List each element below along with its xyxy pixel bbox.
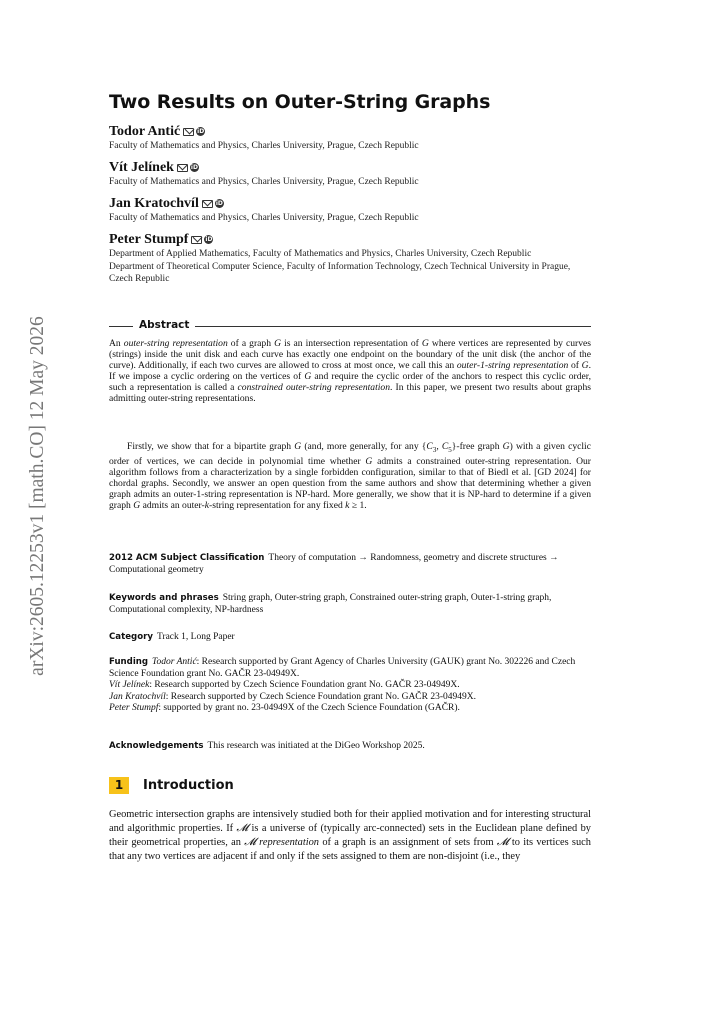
ack-label: Acknowledgements xyxy=(109,741,204,751)
funding: Funding Todor Antić: Research supported by Grant Agency of Charles University (GAUK) grant No. 302226 and Czech Science Foundation grant No. GAČR 23-04949X. Vít Jelínek: Research supported by Czech Science Foundation grant No. GAČR 23-04949X. Jan Kratochvíl: Research supported by Czech Science Foundation grant No. GAČR 23-04949X. Peter Stumpf: supported by grant no. 23-04949X of the Czech Science Foundation (GAČR). xyxy=(109,657,576,714)
arxiv-watermark xyxy=(18,280,58,712)
orcid-icon[interactable]: iD xyxy=(205,236,213,244)
orcid-icon[interactable]: iD xyxy=(215,200,223,208)
acm-text: Theory of computation → Randomness, geometry and discrete structures → Computational geometry xyxy=(109,553,559,575)
category xyxy=(109,632,591,644)
funding-label: Funding xyxy=(109,657,149,667)
divider xyxy=(195,326,591,327)
divider xyxy=(109,326,133,327)
intro-paragraph: Geometric intersection graphs are intensively studied both for their applied motivation and for interesting structural and algorithmic properties. If 𝓜 is a universe of (typically arc-connected) sets in the Euclidean plane defined by their geometrical properties, an 𝓜 representation of a graph is an assignment of sets from 𝓜 to its vertices such that any two vertices are adjacent if and only if the sets assigned to them are non-disjoint (i.e., they xyxy=(109,809,591,862)
author-affiliation: Department of Applied Mathematics, Faculty of Mathematics and Physics, Charles University, Czech Republic xyxy=(109,249,532,259)
orcid-icon[interactable]: iD xyxy=(197,128,205,136)
envelope-icon[interactable] xyxy=(202,200,213,208)
section-title: Introduction xyxy=(143,777,234,793)
abstract-label: Abstract xyxy=(139,319,190,331)
paper-title: Two Results on Outer-String Graphs xyxy=(109,91,491,113)
section-number: 1 xyxy=(109,777,129,794)
author-name: Vít Jelínek xyxy=(109,160,174,175)
acm-label: 2012 ACM Subject Classification xyxy=(109,553,265,563)
arxiv-id: arXiv:2605.12253v1 [math.CO] 12 May 2026 xyxy=(27,316,48,676)
author-block xyxy=(109,232,591,286)
orcid-icon[interactable]: iD xyxy=(190,164,198,172)
abstract-heading xyxy=(109,320,591,332)
author-affiliation: Faculty of Mathematics and Physics, Charles University, Prague, Czech Republic xyxy=(109,213,419,223)
author-name: Peter Stumpf xyxy=(109,232,189,247)
abstract-paragraph-1: An outer-string representation of a graph G is an intersection representation of G where vertices are represented by curves (strings) inside the unit disk and each curve has exactly one endpoint on the boundary of the unit disk (the anchor of the curve). Additionally, if each two curves are allowed to cross at most once, we call this an outer-1-string representation of G. If we impose a cyclic ordering on the vertices of G and require the cyclic order of the anchors to respect this cyclic order, such a representation is called a constrained outer-string representation. In this paper, we present two results about graphs admitting outer-string representations. xyxy=(109,338,592,405)
keywords-label: Keywords and phrases xyxy=(109,593,219,603)
category-text: Track 1, Long Paper xyxy=(156,632,235,642)
author-name: Jan Kratochvíl xyxy=(109,196,199,211)
category-label: Category xyxy=(109,632,153,642)
abstract-paragraph-2: Firstly, we show that for a bipartite graph G (and, more generally, for any {$C_3$, $C_5$}-free graph G) with a given cyclic order of vertices, we can decide in polynomial time whether G admits a constrained outer-string representation. Our algorithm follows from a characterization by a single forbidden configuration, similar to that of Biedl et al. [GD 2024] for chordal graphs. Secondly, we answer an open question from the same authors and show that determining whether a given graph admits an outer-1-string representation is NP-hard. More generally, we show that it is NP-hard to determine if a given graph G admits an outer-k-string representation for any fixed k ≥ 1. xyxy=(109,441,592,512)
author-affiliation: Faculty of Mathematics and Physics, Charles University, Prague, Czech Republic xyxy=(109,141,419,151)
ack-text: This research was initiated at the DiGeo Workshop 2025. xyxy=(207,741,425,751)
envelope-icon[interactable] xyxy=(177,164,188,172)
author-name: Todor Antić xyxy=(109,124,181,139)
acknowledgements xyxy=(109,741,591,753)
envelope-icon[interactable] xyxy=(183,128,194,136)
author-affiliation: Department of Theoretical Computer Science, Faculty of Information Technology, Czech Technical University in Prague, Czech Republic xyxy=(109,261,571,285)
author-affiliation: Faculty of Mathematics and Physics, Charles University, Prague, Czech Republic xyxy=(109,177,419,187)
keywords xyxy=(109,593,591,616)
keywords-text: String graph, Outer-string graph, Constrained outer-string graph, Outer-1-string graph, Computational complexity, NP-hardness xyxy=(109,593,552,615)
author-block xyxy=(109,196,591,225)
envelope-icon[interactable] xyxy=(191,236,202,244)
author-block xyxy=(109,160,591,189)
section-heading xyxy=(109,776,234,794)
acm-classification xyxy=(109,553,591,576)
author-block xyxy=(109,124,591,153)
